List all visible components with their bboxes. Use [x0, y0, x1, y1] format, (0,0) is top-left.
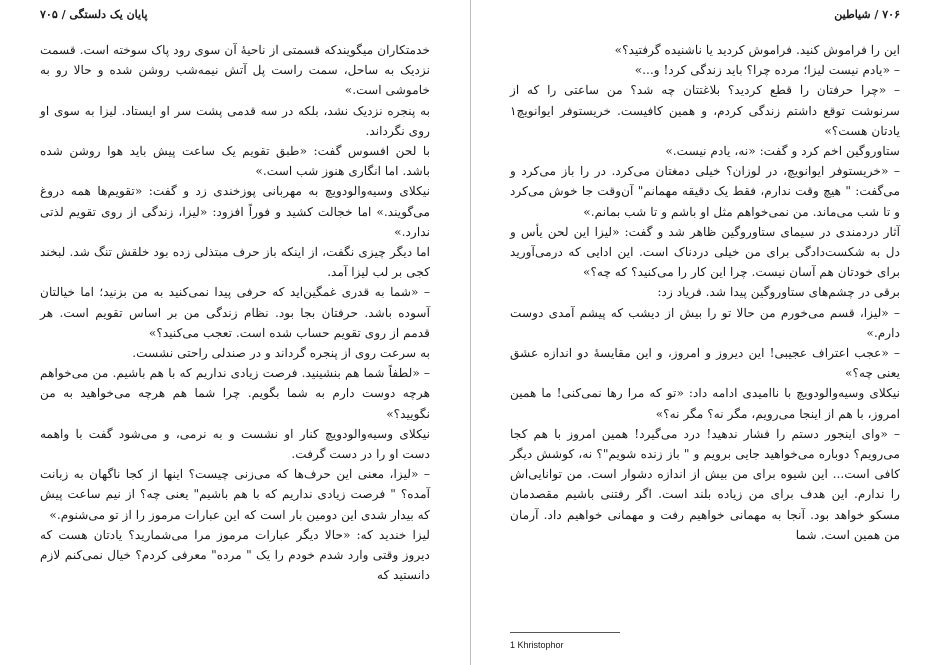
paragraph: این را فراموش کنید. فراموش کردید یا ناشنیده گرفتید؟»: [614, 43, 900, 57]
paragraph: – «لطفاً شما هم بنشینید. فرصت زیادی نداریم که با هم باشیم. من می‌خواهم هرچه دوست دارم به شما بگویم. چرا شما هم هرچه می‌خواهید به من نگویید؟»: [40, 366, 430, 421]
paragraph: – «خریستوفر ایوانویچ، در لوزان؟ خیلی دمغتان می‌کرد. در را باز می‌کرد و می‌گفت: " هیچ وقت ندارم، فقط یک دقیقه مهمانم" آن‌وقت جا خوش می‌کرد و تا شب می‌ماند. من نمی‌خواهم مثل او باشم و تا شب بمانم.»: [510, 164, 900, 219]
paragraph: نیکلای وسیه‌والودویچ با ناامیدی ادامه داد: «تو که مرا رها نمی‌کنی! ما همین امروز، با هم از اینجا می‌رویم، مگر نه؟ مگر نه؟»: [510, 386, 900, 421]
right-page: [470, 0, 940, 665]
paragraph: نیکلای وسیه‌والودویچ کنار او نشست و به نرمی، و می‌شود گفت با واهمه دست او را در دست گرفت.: [40, 426, 430, 462]
paragraph: لیزا خندید که: «حالا دیگر عبارات مرموز مرا می‌شمارید؟ یادتان هست که دیروز وقتی وارد شدم خودم را یک " مرده" معرفی کردم؟ خیال نمی‌کنم لازم دانستید که: [40, 527, 430, 583]
page-body: [510, 40, 900, 545]
paragraph: خدمتکاران میگویندکه قسمتی از ناحیهٔ آن سوی رود پاک سوخته است. قسمت نزدیک به ساحل، سمت راست پل آتش نیمه‌شب روشن شده و حالا رو به خاموشی است.»: [40, 43, 430, 98]
paragraph: اما دیگر چیزی نگفت، از اینکه باز حرف مبتذلی زده بود خلقش تنگ شد. لبخند کجی بر لب لیزا آمد.: [40, 245, 430, 280]
page-body: [40, 40, 430, 585]
paragraph: – «وای اینجور دستم را فشار ندهید! درد می‌گیرد! همین امروز با هم کجا می‌رویم؟ دوباره می‌خواهید جایی برویم و " باز زنده شویم"؟ نه، کوشش دیگر کافی است... این شیوه برای من بیش از اندازه دشوار است. من توانایی‌اش را ندارم. این هدف برای من زیاده بلند است. اگر رفتنی باشیم مقصدمان مسکو خواهد بود. آنجا به مهمانی خواهیم رفت و مهمانی خواهیم داد. آرمان من همین است. شما: [510, 426, 900, 542]
running-header: پایان یک دلستگی / ۷۰۵: [40, 8, 148, 21]
paragraph: – «یادم نیست لیزا؛ مرده چرا؟ باید زندگی کرد! و...»: [634, 63, 900, 78]
paragraph: نیکلای وسیه‌والودویچ به مهربانی پوزخندی زد و گفت: «تقویم‌ها همه دروغ می‌گویند.» اما خجالت کشید و فوراً افزود: «لیزا، زندگی از روی تقویم لذتی ندارد.»: [40, 184, 430, 239]
paragraph: برقی در چشم‌های ستاوروگین پیدا شد. فریاد زد:: [657, 285, 900, 300]
paragraph: – «لیزا، معنی این حرف‌ها که می‌زنی چیست؟ اینها از کجا ناگهان به زبانت آمده؟ " فرصت زیادی نداریم که با هم باشیم" یعنی چه؟ از نیم ساعت پیش که بیدار شدی این دومین بار است که این عبارات مرموز را از تو می‌شنوم.»: [40, 467, 430, 522]
paragraph: به سرعت روی از پنجره گرداند و در صندلی راحتی نشست.: [132, 346, 430, 361]
footnote-divider: [510, 632, 620, 633]
paragraph: با لحن افسوس گفت: «طبق تقویم یک ساعت پیش باید هوا روشن شده باشد. اما انگاری هنوز شب است.»: [40, 144, 430, 179]
paragraph: به پنجره نزدیک نشد، بلکه در سه قدمی پشت سر او ایستاد. لیزا به سوی او روی نگرداند.: [40, 103, 430, 138]
paragraph: آثار دردمندی در سیمای ستاوروگین ظاهر شد و گفت: «لیزا این لحن یأس و دل به شکست‌دادگی برای من خیلی دردناک است. این ادایی که درمی‌آورید برای خودتان هم آسان نیست. چرا این کار را می‌کنید؟ که چه؟»: [510, 224, 900, 280]
paragraph: – «شما به قدری غمگین‌اید که حرفی پیدا نمی‌کنید به من بزنید؛ اما خیالتان آسوده باشد. حرفتان بجا بود. نظام زندگی من بر اساس تقویم است. هر قدمم از روی تقویم حساب شده است. تعجب می‌کنید؟»: [40, 285, 430, 340]
paragraph: ستاوروگین اخم کرد و گفت: «نه، یادم نیست.»: [665, 144, 900, 159]
paragraph: – «لیزا، قسم می‌خورم من حالا تو را بیش از دیشب که پیشم آمدی دوست دارم.»: [510, 305, 900, 340]
paragraph: – «عجب اعتراف عجیبی! این دیروز و امروز، و این مقایسهٔ دو اندازه عشق یعنی چه؟»: [510, 346, 900, 381]
paragraph: – «چرا حرفتان را قطع کردید؟ بلاغتتان چه شد؟ من ساعتی را که از سرنوشت توقع داشتم زندگی کردم، و همین کافیست. خریستوفر ایوانویچ۱ یادتان هست؟»: [510, 83, 900, 138]
footnote: 1 Khristophor: [510, 640, 564, 650]
running-header: ۷۰۶ / شیاطین: [834, 8, 900, 21]
